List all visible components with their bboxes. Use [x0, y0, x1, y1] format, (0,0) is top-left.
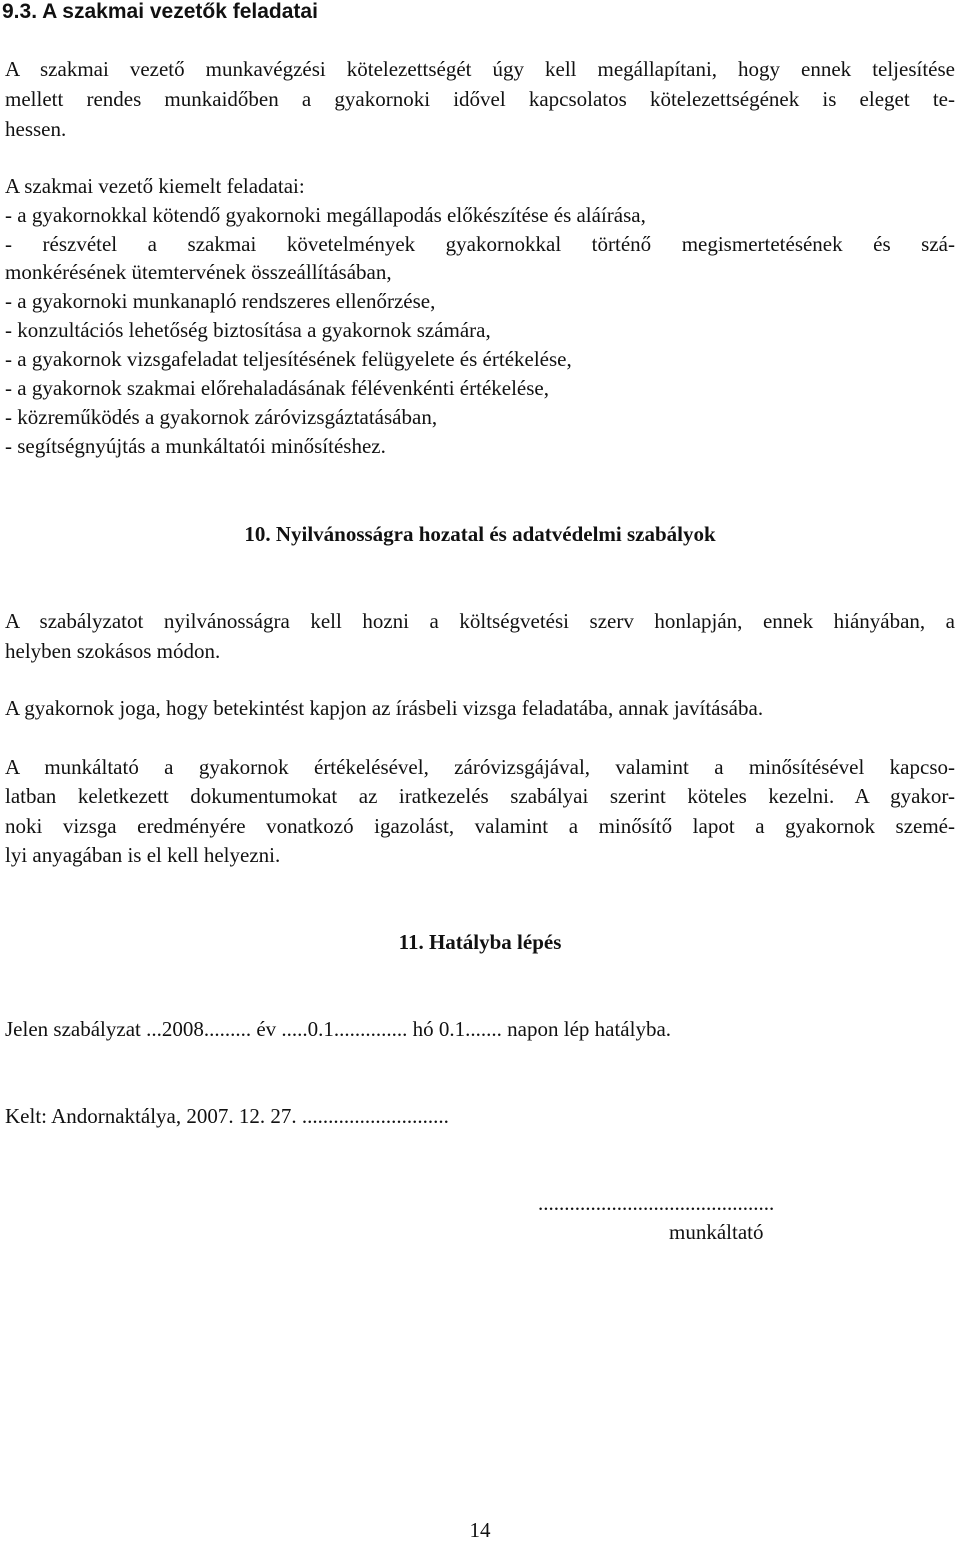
duty-item: - a gyakornoki munkanapló rendszeres ellenőrzése, — [5, 289, 436, 313]
effective-date-line: Jelen szabályzat ...2008......... év .....0.1.............. hó 0.1....... napon lép hatályba. — [5, 1017, 672, 1041]
duty-item: - a gyakornok vizsgafeladat teljesítésének felügyelete és értékelése, — [5, 347, 572, 371]
section-11-title: 11. Hatályba lépés — [398, 930, 562, 954]
signature-dots: ............................................. — [538, 1191, 775, 1215]
duty-item: - konzultációs lehetőség biztosítása a gyakornok számára, — [5, 318, 491, 342]
section-10-para3-line3: noki vizsga eredményére vonatkozó igazolást, valamint a minősítő lapot a gyakornok szemé- — [5, 814, 955, 838]
section-10-title: 10. Nyilvánosságra hozatal és adatvédelmi szabályok — [244, 522, 716, 546]
dated-line: Kelt: Andornaktálya, 2007. 12. 27. ............................ — [5, 1104, 449, 1128]
section-10-para2: A gyakornok joga, hogy betekintést kapjon az írásbeli vizsga feladatába, annak javításába. — [5, 696, 764, 720]
section-9-3-para1-line3: hessen. — [5, 117, 67, 141]
section-10-para1-line1: A szabályzatot nyilvánosságra kell hozni a költségvetési szerv honlapján, ennek hiányában, a — [5, 609, 955, 633]
duties-intro: A szakmai vezető kiemelt feladatai: — [5, 174, 305, 198]
section-9-3-para1-line1: A szakmai vezető munkavégzési kötelezettségét úgy kell megállapítani, hogy ennek teljesítése — [5, 57, 955, 81]
duty-item: - részvétel a szakmai követelmények gyakornokkal történő megismertetésének és szá- — [5, 232, 955, 256]
section-10-para1-line2: helyben szokásos módon. — [5, 639, 221, 663]
duty-item: monkérésének ütemtervének összeállításában, — [5, 260, 392, 284]
duty-item: - közreműködés a gyakornok záróvizsgáztatásában, — [5, 405, 438, 429]
section-10-para3-line1: A munkáltató a gyakornok értékelésével, záróvizsgájával, valamint a minősítésével kapcso- — [5, 755, 955, 779]
section-9-3-para1-line2: mellett rendes munkaidőben a gyakornoki idővel kapcsolatos kötelezettségének is eleget te- — [5, 87, 955, 111]
signature-label: munkáltató — [669, 1220, 764, 1244]
section-10-para3-line4: lyi anyagában is el kell helyezni. — [5, 843, 281, 867]
duty-item: - segítségnyújtás a munkáltatói minősítéshez. — [5, 434, 386, 458]
duty-item: - a gyakornok szakmai előrehaladásának félévenkénti értékelése, — [5, 376, 549, 400]
duty-item: - a gyakornokkal kötendő gyakornoki megállapodás előkészítése és aláírása, — [5, 203, 646, 227]
section-9-3-title: 9.3. A szakmai vezetők feladatai — [2, 0, 318, 23]
page-number: 14 — [469, 1518, 491, 1542]
section-10-para3-line2: latban keletkezett dokumentumokat az iratkezelés szabályai szerint köteles kezelni. A gyakor- — [5, 784, 955, 808]
